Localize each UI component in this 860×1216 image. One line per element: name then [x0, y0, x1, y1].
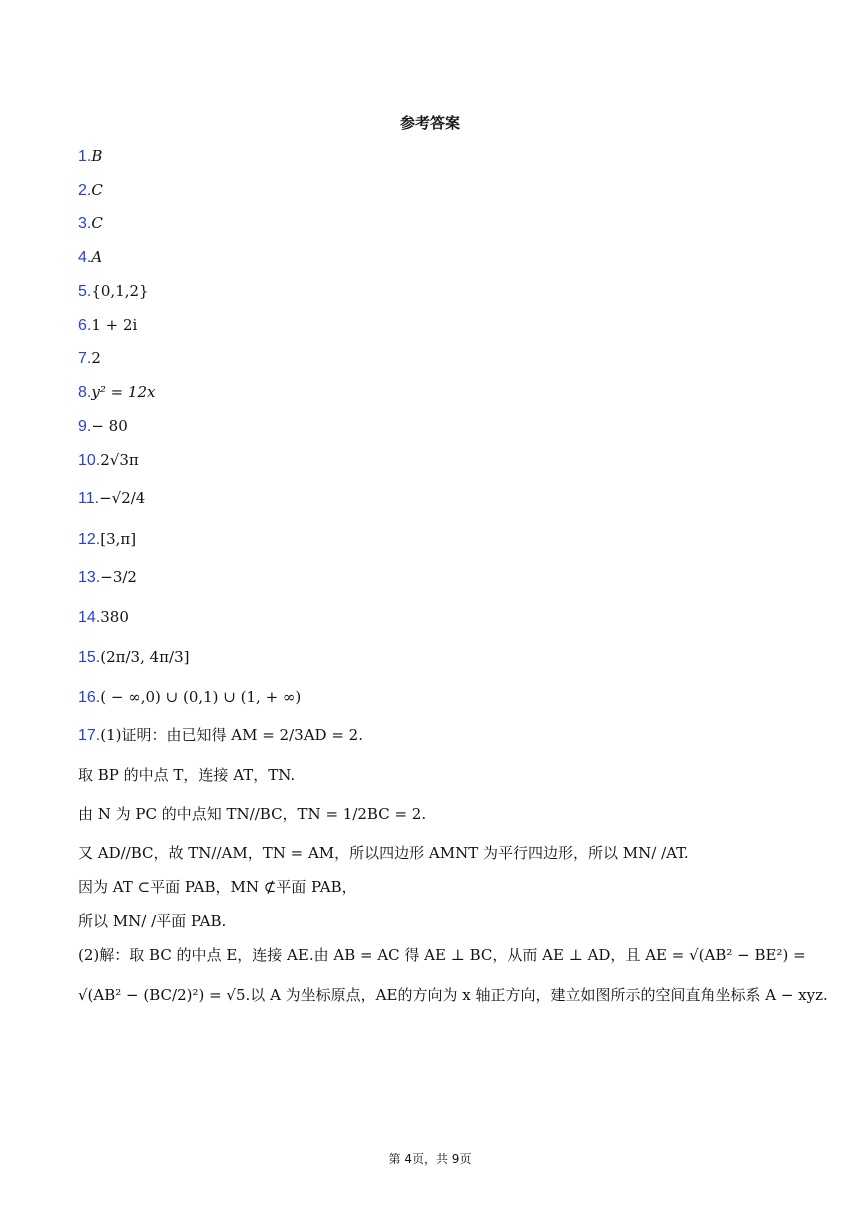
answer-value: 2: [91, 349, 101, 367]
page-title: 参考答案: [399, 114, 460, 132]
answer-number: 1.: [78, 148, 92, 165]
solution-line: (2)解：取 BC 的中点 E，连接 AE.由 AB = AC 得 AE ⊥ BC，从而 AE ⊥ AD，且 AE = √(AB² − BE²) =: [78, 946, 806, 964]
answer-value: 2√3π: [100, 451, 139, 469]
answer-number: 11.: [78, 490, 100, 507]
answer-14: [78, 607, 129, 628]
answer-value: B: [91, 147, 103, 165]
answer-3: [78, 213, 103, 234]
answer-6: [78, 315, 137, 336]
answer-number: 3.: [78, 215, 92, 232]
answer-number: 7.: [78, 350, 92, 367]
answer-number: 16.: [78, 689, 101, 706]
solution-line: 所以 MN/ /平面 PAB.: [78, 912, 227, 930]
answer-number: 2.: [78, 182, 92, 199]
answer-number: 12.: [78, 531, 101, 548]
answer-value: {0,1,2}: [91, 282, 149, 300]
answer-16: [78, 687, 301, 708]
answer-11: [78, 488, 145, 509]
answer-value: − 80: [91, 417, 128, 435]
answer-7: [78, 348, 101, 369]
answer-number: 9.: [78, 418, 92, 435]
answer-number: 8.: [78, 384, 92, 401]
answer-value: 1 + 2i: [91, 316, 138, 334]
solution-line: √(AB² − (BC/2)²) = √5.以 A 为坐标原点，AE的方向为 x 轴正方向，建立如图所示的空间直角坐标系 A − xyz.: [78, 986, 828, 1004]
answer-12: [78, 529, 136, 550]
answer-5: [78, 281, 149, 302]
answer-number: 6.: [78, 317, 92, 334]
answer-9: [78, 416, 128, 437]
page-footer: 第 4页，共 9页: [388, 1152, 472, 1166]
answer-number: 13.: [78, 569, 101, 586]
answer-value: 380: [100, 608, 129, 626]
answer-13: [78, 567, 137, 588]
answer-value: C: [91, 181, 103, 199]
answer-value: (2π/3, 4π/3]: [100, 648, 190, 666]
answer-10: [78, 450, 139, 471]
answer-value: y² = 12x: [91, 383, 156, 401]
answer-value: ( − ∞,0) ∪ (0,1) ∪ (1, + ∞): [100, 688, 302, 706]
answer-value: A: [91, 248, 103, 266]
answer-number: 15.: [78, 649, 101, 666]
answer-value: −√2/4: [99, 489, 146, 507]
solution-line: 取 BP 的中点 T，连接 AT，TN.: [78, 766, 296, 784]
answer-value: −3/2: [100, 568, 137, 586]
answer-2: [78, 180, 103, 201]
solution-line: 又 AD//BC，故 TN//AM，TN = AM，所以四边形 AMNT 为平行四边形，所以 MN/ /AT.: [78, 844, 689, 862]
answer-value: [3,π]: [100, 530, 137, 548]
answer-value: C: [91, 214, 103, 232]
answer-number: 4.: [78, 249, 92, 266]
answer-15: [78, 647, 190, 668]
answer-number: 14.: [78, 609, 101, 626]
solution-line: 因为 AT ⊂平面 PAB，MN ⊄平面 PAB，: [78, 878, 357, 896]
answer-number: 5.: [78, 283, 92, 300]
answer-1: [78, 146, 102, 167]
solution-line: 由 N 为 PC 的中点知 TN//BC，TN = 1/2BC = 2.: [78, 805, 427, 823]
answer-number: 17.: [78, 727, 101, 744]
answer-17: [78, 725, 363, 746]
answer-4: [78, 247, 102, 268]
answer-number: 10.: [78, 452, 101, 469]
answer-value: (1)证明：由已知得 AM = 2/3AD = 2.: [100, 726, 363, 744]
answer-8: [78, 382, 155, 403]
